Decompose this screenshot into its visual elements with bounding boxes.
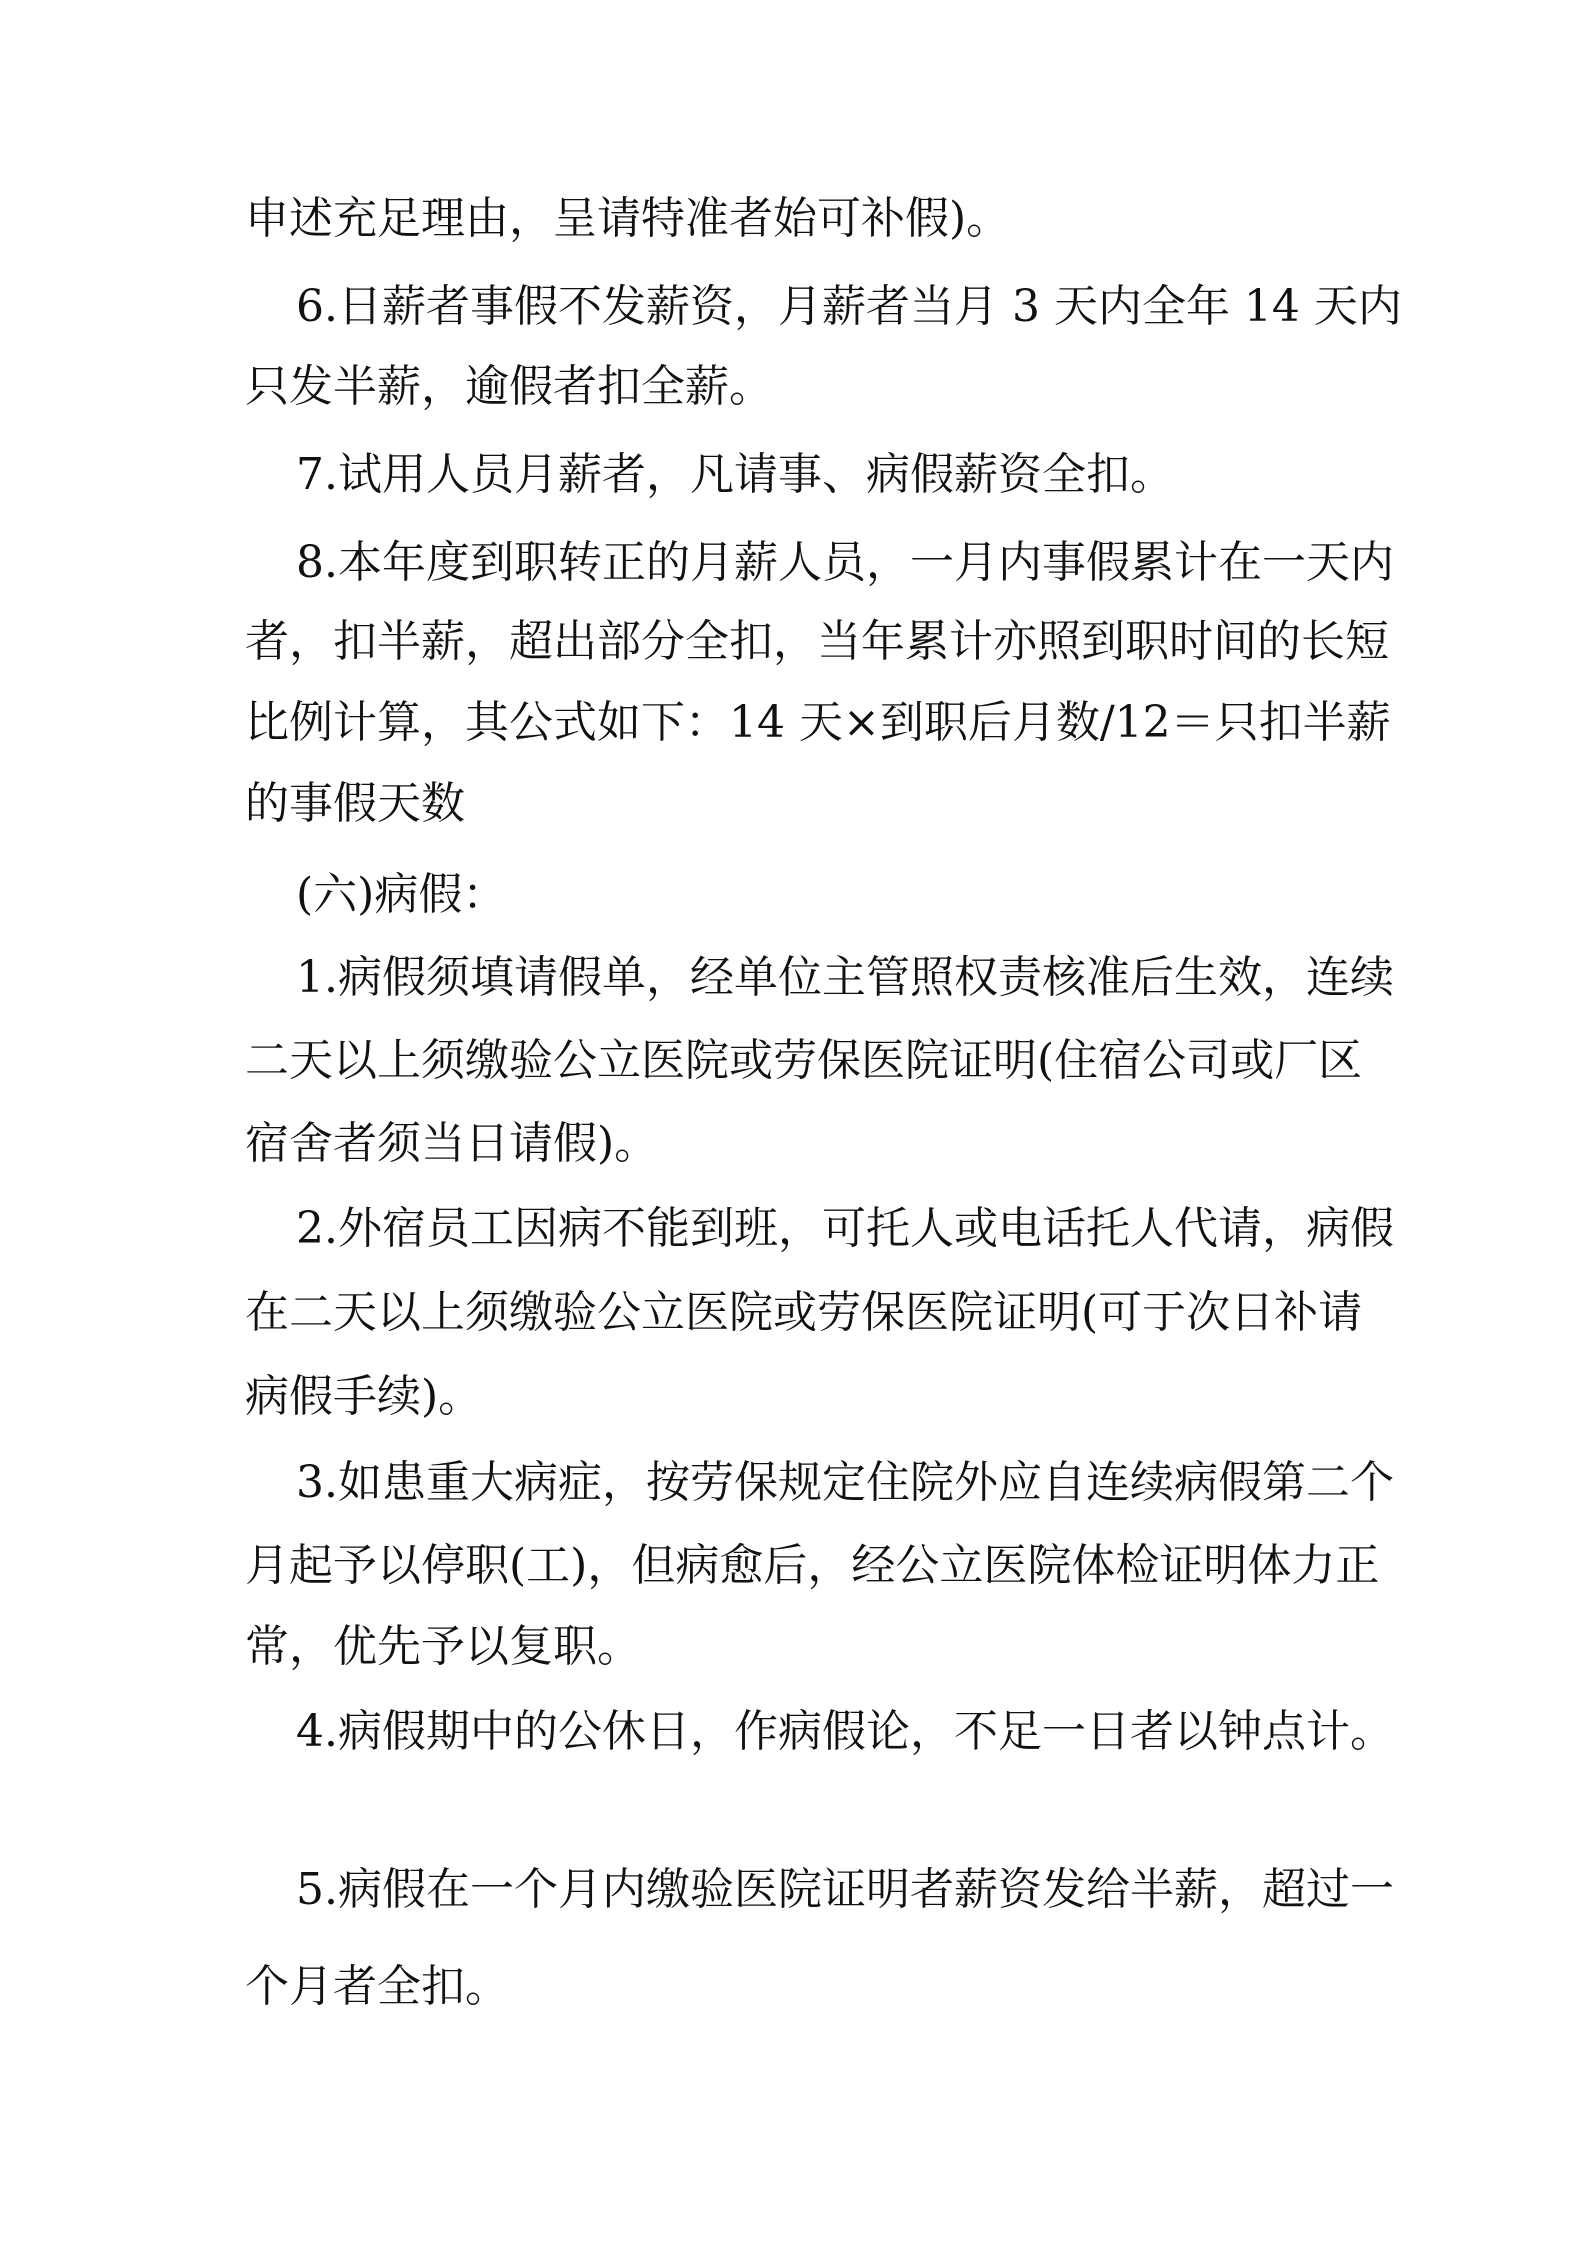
text-line: 申述充足理由，呈请特准者始可补假)。: [245, 193, 1011, 244]
text-line: 2.外宿员工因病不能到班，可托人或电话托人代请，病假: [296, 1203, 1394, 1254]
text-line: 常，优先予以复职。: [245, 1621, 641, 1672]
text-line: 1.病假须填请假单，经单位主管照权责核准后生效，连续: [296, 952, 1394, 1003]
text-line: 只发半薪，逾假者扣全薪。: [245, 361, 773, 412]
text-line: 二天以上须缴验公立医院或劳保医院证明(住宿公司或厂区: [245, 1035, 1363, 1086]
text-line: 病假手续)。: [245, 1371, 483, 1422]
text-line: 7.试用人员月薪者，凡请事、病假薪资全扣。: [296, 449, 1174, 500]
text-line: 4.病假期中的公休日，作病假论，不足一日者以钟点计。: [296, 1706, 1394, 1757]
text-line: 宿舍者须当日请假)。: [245, 1118, 659, 1169]
text-line: 8.本年度到职转正的月薪人员，一月内事假累计在一天内: [296, 537, 1394, 588]
text-line: 3.如患重大病症，按劳保规定住院外应自连续病假第二个: [296, 1457, 1394, 1508]
text-line: 的事假天数: [245, 778, 465, 829]
text-line: 者，扣半薪，超出部分全扣，当年累计亦照到职时间的长短: [245, 616, 1389, 667]
text-line: 月起予以停职(工)，但病愈后，经公立医院体检证明体力正: [245, 1540, 1380, 1591]
text-line: 在二天以上须缴验公立医院或劳保医院证明(可于次日补请: [245, 1287, 1363, 1338]
text-line: 比例计算，其公式如下：14 天×到职后月数/12＝只扣半薪: [245, 697, 1391, 748]
text-line: (六)病假：: [296, 869, 507, 920]
text-line: 5.病假在一个月内缴验医院证明者薪资发给半薪，超过一: [296, 1864, 1394, 1915]
text-line: 6.日薪者事假不发薪资，月薪者当月 3 天内全年 14 天内: [296, 281, 1402, 332]
text-line: 个月者全扣。: [245, 1961, 509, 2012]
